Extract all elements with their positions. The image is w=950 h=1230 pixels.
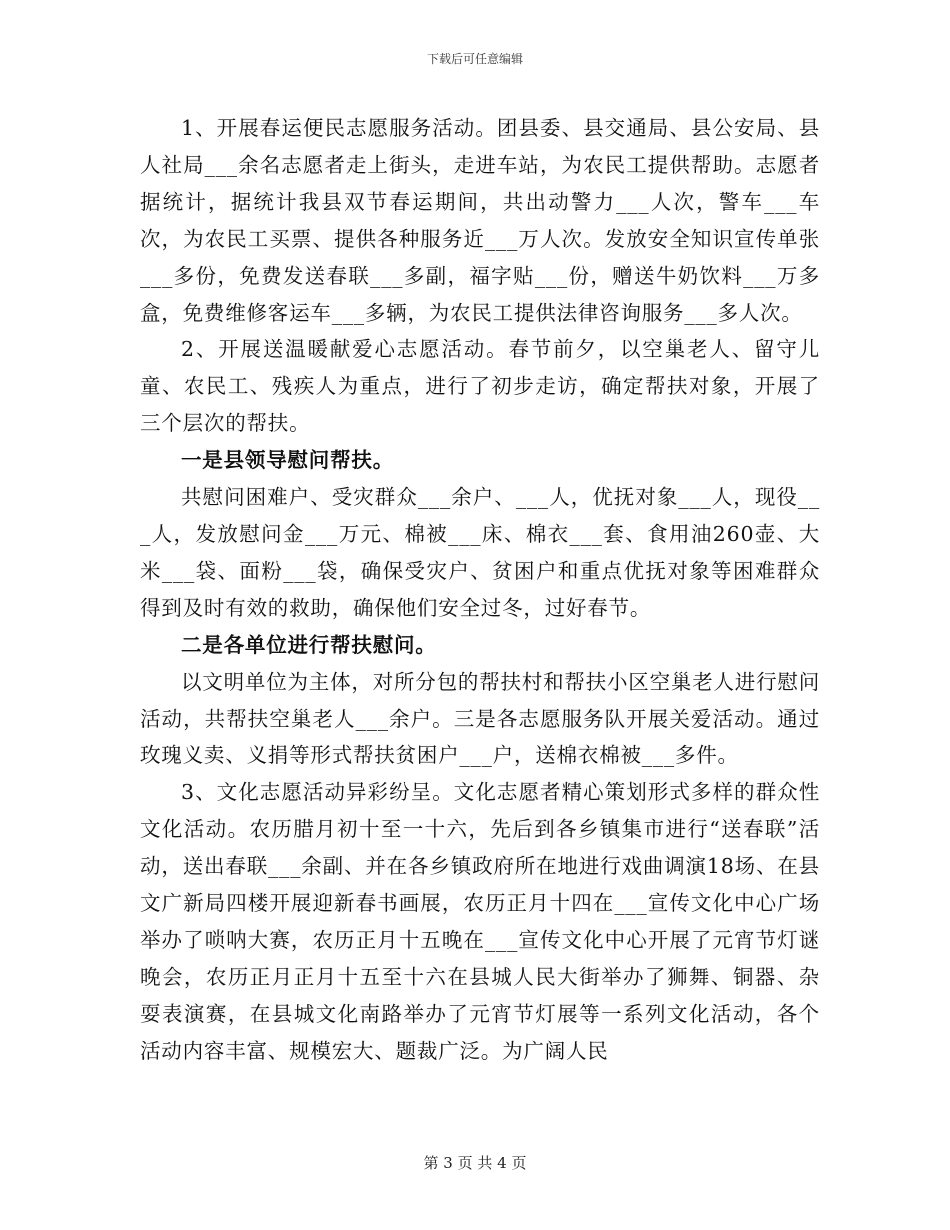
paragraph-4: 以文明单位为主体，对所分包的帮扶村和帮扶小区空巢老人进行慰问活动，共帮扶空巢老人___余户。三是各志愿服务队开展关爱活动。通过玫瑰义卖、义捐等形式帮扶贫困户___户，送棉衣棉被___多件。 — [140, 669, 820, 768]
paragraph-2: 2、开展送温暖献爱心志愿活动。春节前夕，以空巢老人、留守儿童、农民工、残疾人为重点，进行了初步走访，确定帮扶对象，开展了三个层次的帮扶。 — [140, 337, 820, 436]
section-heading-2: 二是各单位进行帮扶慰问。 — [181, 632, 437, 657]
page-footer: 第 3 页 共 4 页 — [423, 1154, 527, 1172]
paragraph-5: 3、文化志愿活动异彩纷呈。文化志愿者精心策划形式多样的群众性文化活动。农历腊月初十至一十六，先后到各乡镇集市进行“送春联”活动，送出春联___余副、并在各乡镇政府所在地进行戏曲调演18场、在县文广新局四楼开展迎新春书画展，农历正月十四在___宣传文化中心广场举办了唢呐大赛，农历正月十五晚在___宣传文化中心开展了元宵节灯谜晚会，农历正月正月十五至十六在县城人民大街举办了狮舞、铜器、杂耍表演赛，在县城文化南路举办了元宵节灯展等一系列文化活动，各个活动内容丰富、规模宏大、题裁广泛。为广阔人民 — [140, 780, 820, 1063]
page-header: 下载后可任意编辑 — [426, 52, 523, 66]
document-body — [140, 110, 820, 1070]
paragraph-3: 共慰问困难户、受灾群众___余户、___人，优抚对象___人，现役___人，发放慰问金___万元、棉被___床、棉衣___套、食用油260壶、大米___袋、面粉___袋，确保受灾户、贫困户和重点优抚对象等困难群众得到及时有效的救助，确保他们安全过冬，过好春节。 — [140, 485, 820, 620]
paragraph-1: 1、开展春运便民志愿服务活动。团县委、县交通局、县公安局、县人社局___余名志愿者走上街头，走进车站，为农民工提供帮助。志愿者据统计，据统计我县双节春运期间，共出动警力___人次，警车___车次，为农民工买票、提供各种服务近___万人次。发放安全知识宣传单张___多份，免费发送春联___多副，福字贴___份，赠送牛奶饮料___万多盒，免费维修客运车___多辆，为农民工提供法律咨询服务___多人次。 — [140, 116, 820, 325]
section-heading-1: 一是县领导慰问帮扶。 — [181, 448, 394, 473]
